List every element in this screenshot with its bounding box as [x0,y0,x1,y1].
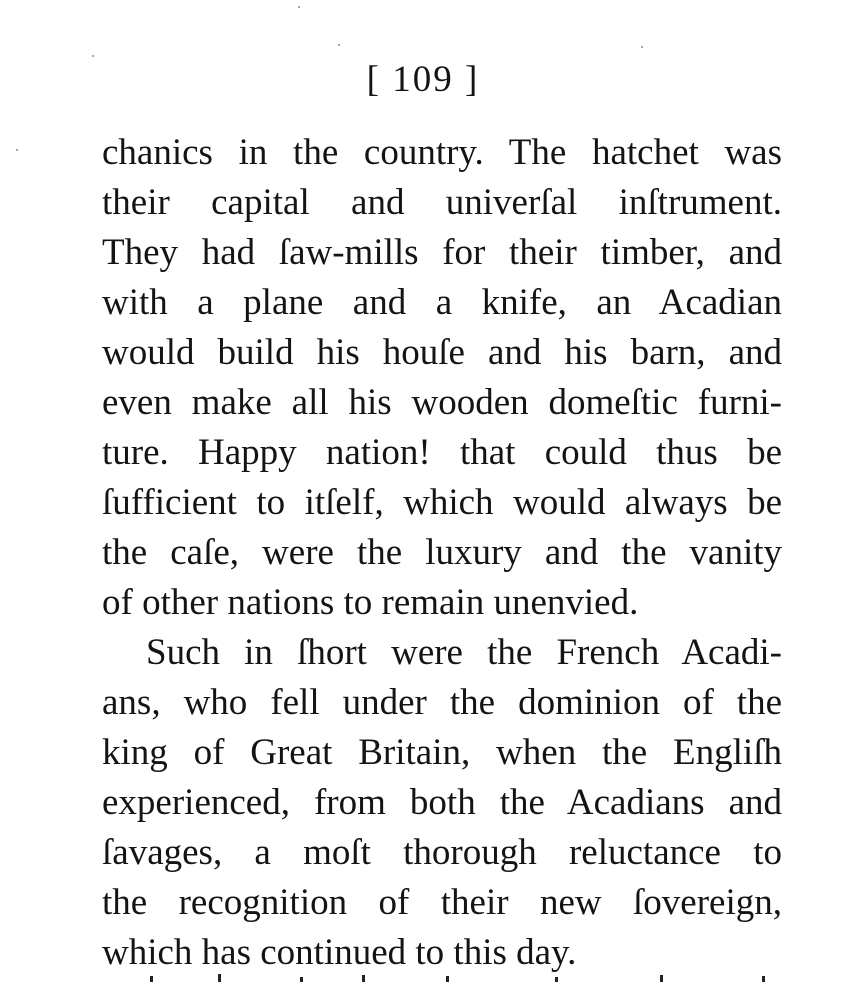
scan-speck [641,46,643,48]
text-line: king of Great Britain, when the Engliſh [102,732,782,773]
scan-speck [338,44,340,46]
text-line: would build his houſe and his barn, and [102,332,782,373]
text-line: which has continued to this day. [102,932,577,973]
cut-off-next-line [100,968,790,982]
scan-speck [16,149,18,151]
text-line: even make all his wooden domeſtic furni- [102,382,782,423]
page-number: [ 109 ] [366,59,480,100]
text-line: of other nations to remain unenvied. [102,582,639,623]
text-line: chanics in the country. The hatchet was [102,132,782,173]
cut-off-glyph-tops [100,968,790,982]
text-line: the caſe, were the luxury and the vanity [102,532,782,573]
text-line: ſavages, a moſt thorough reluctance to [102,832,782,873]
text-line: with a plane and a knife, an Acadian [102,282,782,323]
text-line: the recognition of their new ſovereign, [102,882,782,923]
text-line: Such in ſhort were the French Acadi- [146,632,782,673]
scan-speck [92,55,94,57]
text-line: ans, who fell under the dominion of the [102,682,782,723]
text-line: their capital and univerſal inſtrument. [102,182,782,223]
text-line: They had ſaw-mills for their timber, and [102,232,782,273]
text-line: ture. Happy nation! that could thus be [102,432,782,473]
text-line: ſufficient to itſelf, which would always be [102,482,782,523]
scan-speck [298,6,300,8]
text-line: experienced, from both the Acadians and [102,782,782,823]
